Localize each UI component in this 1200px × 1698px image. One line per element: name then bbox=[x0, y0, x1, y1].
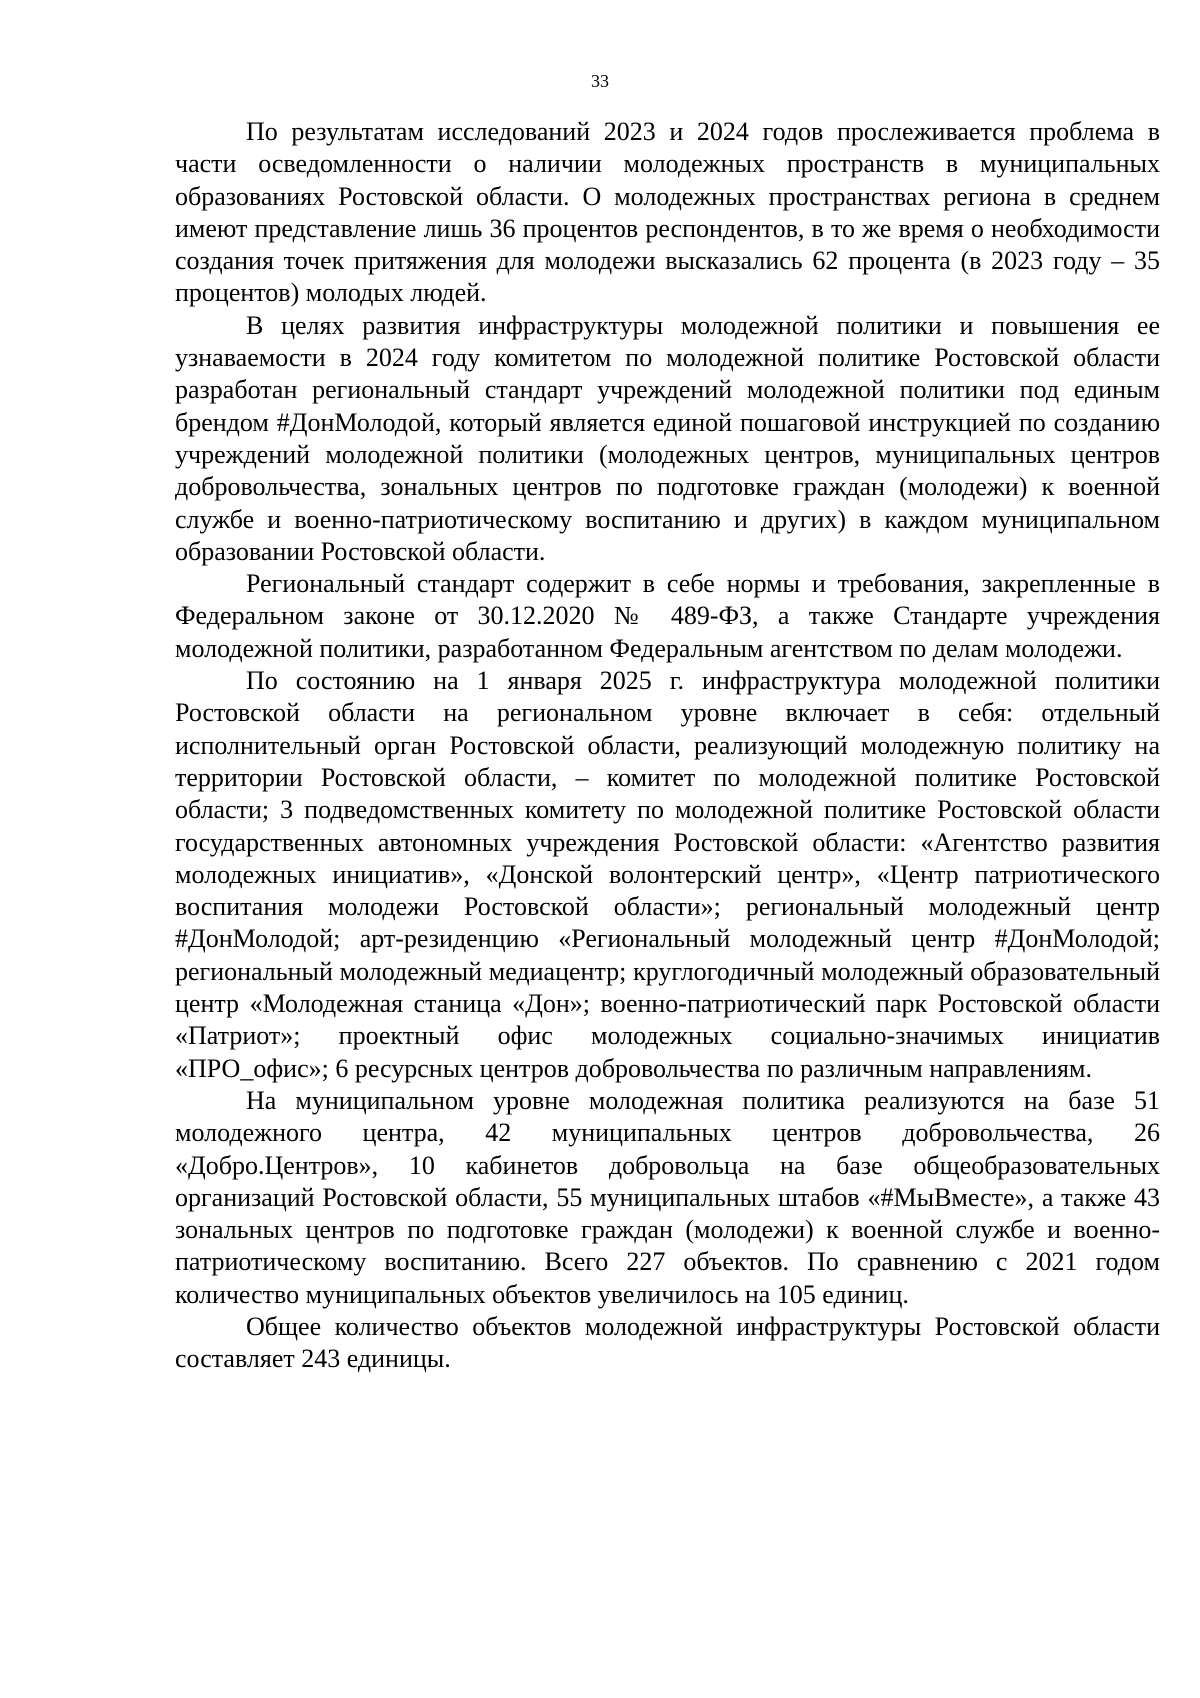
paragraph-regional-standard-development: В целях развития инфраструктуры молодежной политики и повышения ее узнаваемости в 2024 году комитетом по молодежной политике Ростовской области разработан региональный стандарт учреждений молодежной политики под единым брендом #ДонМолодой, который является единой пошаговой инструкцией по созданию учреждений молодежной политики (молодежных центров, муниципальных центров добровольчества, зональных центров по подготовке граждан (молодежи) к военной службе и военно-патриотическому воспитанию и других) в каждом муниципальном образовании Ростовской области. bbox=[175, 310, 1160, 566]
paragraph-municipal-infrastructure: На муниципальном уровне молодежная политика реализуются на базе 51 молодежного центра, 42 муниципальных центров добровольчества, 26 «Добро.Центров», 10 кабинетов добровольца на базе общеобразовательных организаций Ростовской области, 55 муниципальных штабов «#МыВместе», а также 43 зональных центров по подготовке граждан (молодежи) к военной службе и военно-патриотическому воспитанию. Всего 227 объектов. По сравнению с 2021 годом количество муниципальных объектов увеличилось на 105 единиц. bbox=[175, 1085, 1160, 1309]
document-body bbox=[175, 116, 1160, 1376]
paragraph-survey-results: По результатам исследований 2023 и 2024 годов прослеживается проблема в части осведомленности о наличии молодежных пространств в муниципальных образованиях Ростовской области. О молодежных пространствах региона в среднем имеют представление лишь 36 процентов респондентов, в то же время о необходимости создания точек притяжения для молодежи высказались 62 процента (в 2023 году – 35 процентов) молодых людей. bbox=[175, 117, 1160, 308]
paragraph-standard-contents: Региональный стандарт содержит в себе нормы и требования, закрепленные в Федеральном законе от 30.12.2020 № 489-ФЗ, а также Стандарте учреждения молодежной политики, разработанном Федеральным агентством по делам молодежи. bbox=[175, 569, 1160, 663]
page-number: 33 bbox=[591, 71, 609, 91]
paragraph-regional-infrastructure: По состоянию на 1 января 2025 г. инфраструктура молодежной политики Ростовской области на региональном уровне включает в себя: отдельный исполнительный орган Ростовской области, реализующий молодежную политику на территории Ростовской области, – комитет по молодежной политике Ростовской области; 3 подведомственных комитету по молодежной политике Ростовской области государственных автономных учреждения Ростовской области: «Агентство развития молодежных инициатив», «Донской волонтерский центр», «Центр патриотического воспитания молодежи Ростовской области»; региональный молодежный центр #ДонМолодой; арт-резиденцию «Региональный молодежный центр #ДонМолодой; региональный молодежный медиацентр; круглогодичный молодежный образовательный центр «Молодежная станица «Дон»; военно-патриотический парк Ростовской области «Патриот»; проектный офис молодежных социально-значимых инициатив «ПРО_офис»; 6 ресурсных центров добровольчества по различным направлениям. bbox=[175, 666, 1160, 1083]
paragraph-total-objects: Общее количество объектов молодежной инфраструктуры Ростовской области составляет 243 единицы. bbox=[175, 1311, 1160, 1374]
